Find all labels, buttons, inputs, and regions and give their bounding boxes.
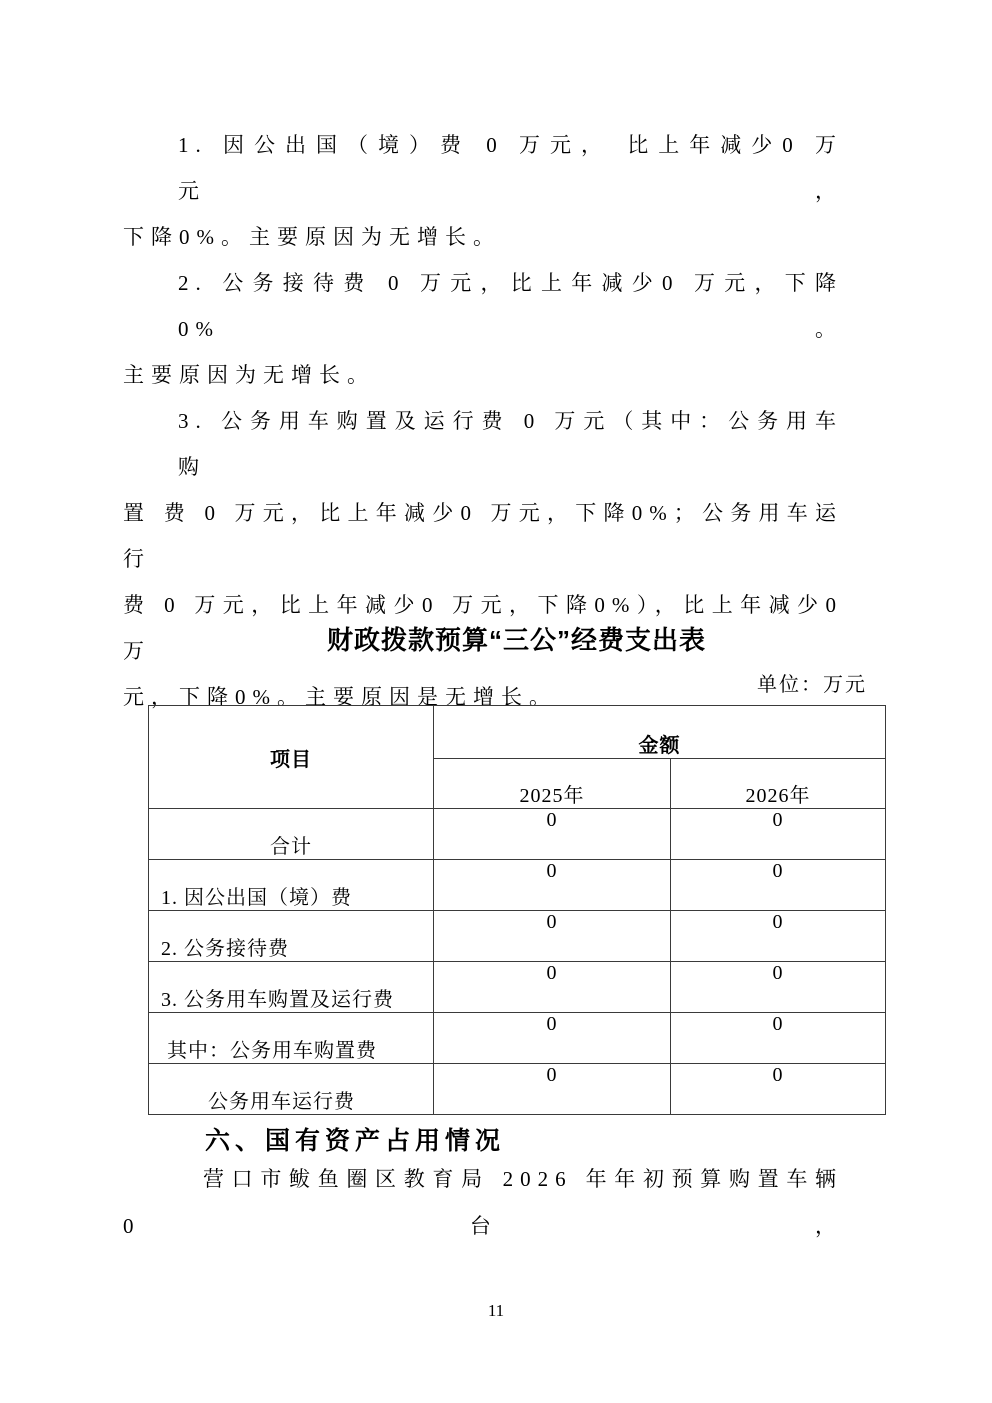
row-value: 0 [434, 1064, 671, 1115]
row-label: 公务用车运行费 [149, 1064, 434, 1115]
section-heading: 六、国有资产占用情况 [205, 1127, 506, 1155]
row-label: 1. 因公出国（境）费 [149, 860, 434, 911]
header-cell-item: 项目 [149, 706, 434, 809]
table-row [149, 962, 886, 1013]
row-value: 0 [671, 962, 886, 1013]
row-value: 0 [671, 809, 886, 860]
header-cell-year-2025: 2025年 [434, 759, 671, 809]
paragraph-line: 下降0%。主要原因为无增长。 [123, 225, 501, 249]
section-paragraph: 营口市鲅鱼圈区教育局 2026 年年初预算购置车辆 0 台， [123, 1167, 843, 1238]
row-value: 0 [434, 911, 671, 962]
row-value: 0 [671, 1064, 886, 1115]
paragraph-line: 费 0 万元，比上年减少0 万元，下降0%），比上年减少0万 [123, 593, 843, 663]
table-header-row-1 [149, 706, 886, 759]
table-row [149, 1064, 886, 1115]
row-value: 0 [434, 1013, 671, 1064]
paragraph-line: 3. 公务用车购置及运行费 0 万元（其中：公务用车购 [178, 409, 843, 479]
unit-label: 单位：万元 [757, 674, 867, 696]
header-cell-year-2026: 2026年 [671, 759, 886, 809]
table-row [149, 860, 886, 911]
row-value: 0 [671, 1013, 886, 1064]
row-value: 0 [434, 809, 671, 860]
row-label: 其中：公务用车购置费 [149, 1013, 434, 1064]
paragraph-line: 元，下降0%。主要原因是无增长。 [123, 685, 557, 709]
paragraph-line: 主要原因为无增长。 [123, 363, 375, 387]
row-value: 0 [434, 962, 671, 1013]
paragraph-line: 2. 公务接待费 0 万元，比上年减少0 万元，下降0%。 [178, 271, 843, 341]
row-label: 2. 公务接待费 [149, 911, 434, 962]
row-label: 合计 [149, 809, 434, 860]
three-public-expense-table [148, 705, 886, 1115]
row-label: 3. 公务用车购置及运行费 [149, 962, 434, 1013]
table-row [149, 911, 886, 962]
paragraph-line: 置 费 0 万元，比上年减少0 万元，下降0%；公务用车运行 [123, 501, 843, 571]
header-cell-amount: 金额 [434, 706, 886, 759]
row-value: 0 [671, 860, 886, 911]
table-title: 财政拨款预算“三公”经费支出表 [326, 625, 706, 655]
paragraph-line: 1. 因公出国（境）费 0 万元， 比上年减少0 万 元， [178, 133, 843, 203]
table-row [149, 1013, 886, 1064]
table-row [149, 809, 886, 860]
page-number: 11 [487, 1301, 505, 1320]
row-value: 0 [434, 860, 671, 911]
row-value: 0 [671, 911, 886, 962]
